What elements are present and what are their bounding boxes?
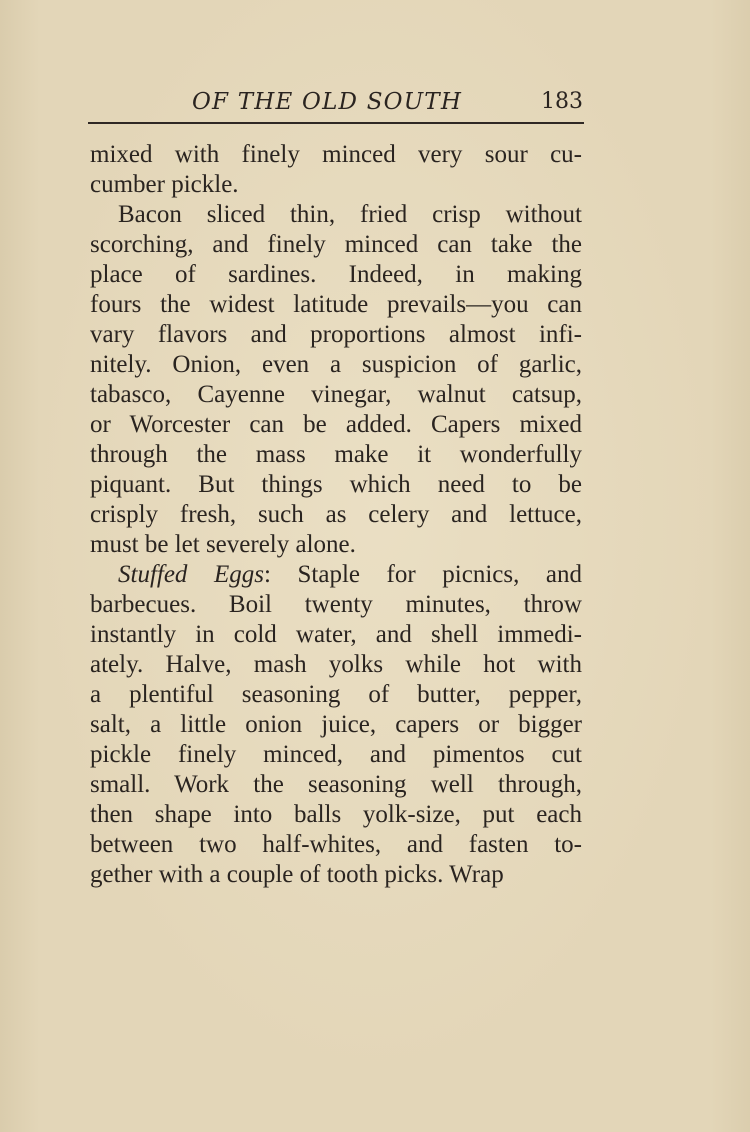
text-line: cumber pickle.	[90, 171, 239, 198]
text-line: a plentiful seasoning of butter, pepper,	[90, 681, 582, 708]
text-line: tabasco, Cayenne vinegar, walnut catsup,	[90, 381, 582, 408]
text-line: fours the widest latitude prevails—you can	[90, 291, 582, 318]
text-line: piquant. But things which need to be	[90, 471, 582, 498]
text-line: small. Work the seasoning well through,	[90, 771, 582, 798]
text-line: ately. Halve, mash yolks while hot with	[90, 651, 582, 678]
text-line: salt, a little onion juice, capers or bigger	[90, 711, 582, 738]
page-header	[90, 85, 583, 119]
text-line: mixed with finely minced very sour cu-	[90, 141, 582, 168]
header-rule	[88, 122, 584, 124]
text-line: gether with a couple of tooth picks. Wrap	[90, 861, 504, 888]
running-head: OF THE OLD SOUTH	[192, 89, 463, 115]
first-line-rest: : Staple for picnics, and	[264, 561, 582, 588]
text-line: instantly in cold water, and shell immedi-	[90, 621, 582, 648]
text-line: through the mass make it wonderfully	[90, 441, 582, 468]
page-number: 183	[541, 89, 583, 114]
text-line: pickle finely minced, and pimentos cut	[90, 741, 582, 768]
text-line-with-heading	[90, 560, 582, 590]
text-line: nitely. Onion, even a suspicion of garlic,	[90, 351, 582, 378]
text-line: scorching, and finely minced can take the	[90, 231, 582, 258]
text-line: or Worcester can be added. Capers mixed	[90, 411, 582, 438]
text-line: crisply fresh, such as celery and lettuce,	[90, 501, 582, 528]
text-line: vary flavors and proportions almost infi-	[90, 321, 582, 348]
text-line: place of sardines. Indeed, in making	[90, 261, 582, 288]
body-text	[90, 140, 582, 890]
text-line: between two half-whites, and fasten to-	[90, 831, 582, 858]
text-line: must be let severely alone.	[90, 531, 356, 558]
text-line: Bacon sliced thin, fried crisp without	[118, 201, 582, 228]
run-in-heading: Stuffed Eggs	[118, 561, 264, 588]
text-line: barbecues. Boil twenty minutes, throw	[90, 591, 582, 618]
text-line: then shape into balls yolk-size, put each	[90, 801, 582, 828]
